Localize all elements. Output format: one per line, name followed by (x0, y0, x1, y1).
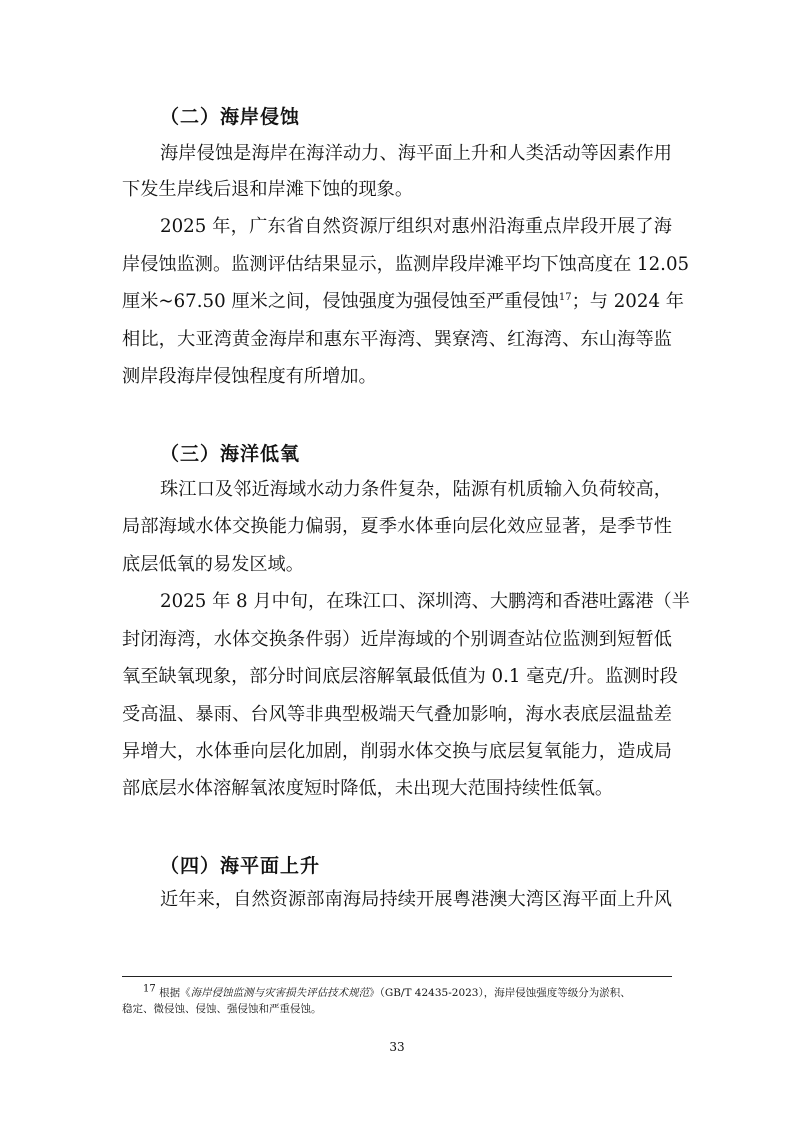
paragraph-line: 受高温、暴雨、台风等非典型极端天气叠加影响，海水表底层温盐差 (122, 704, 672, 725)
paragraph-line: 岸侵蚀监测。监测评估结果显示，监测岸段岸滩平均下蚀高度在 12.05 (122, 254, 690, 275)
paragraph-text: ；与 2024 年 (571, 291, 684, 312)
paragraph-line: 局部海域水体交换能力偏弱，夏季水体垂向层化效应显著，是季节性 (122, 516, 672, 537)
section-heading-ocean-hypoxia: （三）海洋低氧 (160, 443, 301, 465)
paragraph-line: 氧至缺氧现象，部分时间底层溶解氧最低值为 0.1 毫克/升。监测时段 (122, 666, 678, 687)
footnote-divider (122, 976, 672, 977)
section-heading-coastal-erosion: （二）海岸侵蚀 (160, 106, 301, 128)
section-heading-sea-level-rise: （四）海平面上升 (160, 855, 321, 877)
paragraph-line: 2025 年 8 月中旬，在珠江口、深圳湾、大鹏湾和香港吐露港（半 (160, 591, 690, 612)
paragraph-line: 测岸段海岸侵蚀程度有所增加。 (122, 366, 377, 387)
footnote-standard-title: 海岸侵蚀监测与灾害损失评估技术规范 (190, 987, 370, 999)
footnote-reference[interactable]: 17 (558, 291, 572, 303)
footnote-text: 》（GB/T 42435-2023），海岸侵蚀强度等级分为淤积、 (369, 987, 631, 999)
paragraph-line: 底层低氧的易发区域。 (122, 554, 304, 575)
footnote (143, 983, 703, 1001)
paragraph-line-with-footnote (122, 290, 684, 314)
paragraph-line: 部底层水体溶解氧浓度短时降低，未出现大范围持续性低氧。 (122, 778, 614, 799)
page-number: 33 (389, 1040, 405, 1054)
paragraph-line: 下发生岸线后退和岸滩下蚀的现象。 (122, 179, 414, 200)
paragraph-line: 珠江口及邻近海域水动力条件复杂，陆源有机质输入负荷较高， (160, 479, 672, 500)
footnote-number: 17 (143, 983, 156, 995)
paragraph-line: 异增大，水体垂向层化加剧，削弱水体交换与底层复氧能力，造成局 (122, 741, 672, 762)
paragraph-line: 相比，大亚湾黄金海岸和惠东平海湾、巽寮湾、红海湾、东山海等监 (122, 329, 672, 350)
paragraph-line: 近年来，自然资源部南海局持续开展粤港澳大湾区海平面上升风 (160, 889, 672, 910)
paragraph-line: 2025 年，广东省自然资源厅组织对惠州沿海重点岸段开展了海 (160, 216, 672, 237)
paragraph-text: 厘米~67.50 厘米之间，侵蚀强度为强侵蚀至严重侵蚀 (122, 291, 559, 312)
paragraph-line: 海岸侵蚀是海岸在海洋动力、海平面上升和人类活动等因素作用 (160, 143, 672, 164)
footnote-text: 根据《 (159, 987, 191, 999)
footnote-line: 稳定、微侵蚀、侵蚀、强侵蚀和严重侵蚀。 (122, 1003, 322, 1015)
paragraph-line: 封闭海湾，水体交换条件弱）近岸海域的个别调查站位监测到短暂低 (122, 629, 672, 650)
